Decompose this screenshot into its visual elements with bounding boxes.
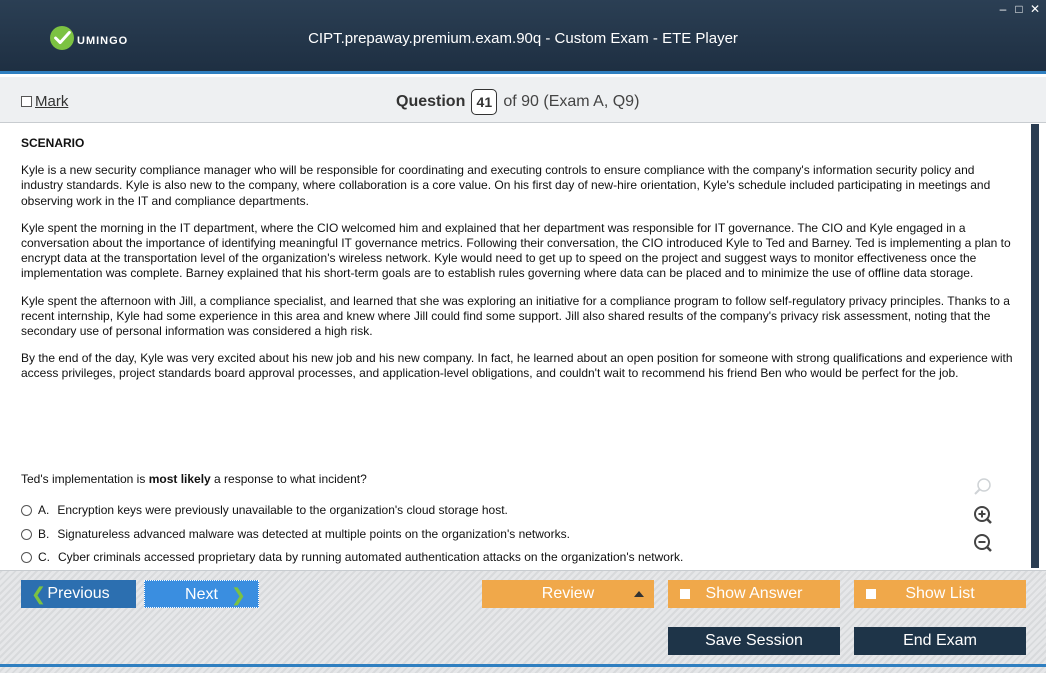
show-list-button[interactable]: [854, 580, 1026, 608]
question-counter: [396, 89, 639, 115]
question-word: Question: [396, 93, 466, 110]
previous-button[interactable]: [21, 580, 136, 608]
window-title: CIPT.prepaway.premium.exam.90q - Custom Exam - ETE Player: [308, 30, 738, 47]
show-answer-label: Show Answer: [705, 585, 803, 602]
scenario-paragraph: By the end of the day, Kyle was very excited about his new job and his new company. In fact, he learned about an open position for someone with strong qualifications and experience with access privileges, project standards board approval processes, and application-level obligations, and couldn't wait to recommend his friend Ben who would be perfect for the job.: [21, 351, 1013, 381]
radio-icon[interactable]: [21, 552, 32, 563]
question-suffix: a response to what incident?: [210, 472, 367, 486]
question-stem: [21, 472, 367, 486]
option-letter: B.: [38, 527, 50, 541]
close-icon[interactable]: ✕: [1030, 2, 1041, 16]
option-text[interactable]: Encryption keys were previously unavailable to the organization's cloud storage host.: [57, 503, 508, 517]
bottom-border: [0, 664, 1046, 667]
end-exam-button[interactable]: End Exam: [854, 627, 1026, 655]
scenario-paragraph: Kyle spent the morning in the IT department, where the CIO welcomed him and explained that her department was responsible for IT governance. The CIO and Kyle engaged in a conversation about the importance of identifying meaningful IT governance metrics. Following their conversation, the CIO introduced Kyle to Ted and Barney. Ted is implementing a plan to encrypt data at the transportation level of the organization's wireless network. Kyle would need to get up to speed on the project and suggest ways to monitor effectiveness once the implementation was complete. Barney explained that his short-term goals are to establish rules governing where data can be placed and to minimize the use of offline data storage.: [21, 220, 1011, 281]
chevron-left-icon: ❮: [31, 584, 47, 604]
option-c[interactable]: [21, 550, 683, 564]
review-label: Review: [541, 585, 595, 602]
show-list-label: Show List: [905, 585, 975, 602]
save-session-button[interactable]: Save Session: [668, 627, 840, 655]
checkbox-icon[interactable]: [21, 96, 32, 107]
next-button[interactable]: [144, 580, 259, 608]
logo-text: UMINGO: [77, 35, 129, 47]
review-button[interactable]: [482, 580, 654, 608]
next-label: Next: [185, 586, 218, 603]
scenario-title: SCENARIO: [21, 136, 85, 150]
zoom-out-icon[interactable]: [972, 532, 994, 554]
chevron-right-icon: ❯: [230, 585, 246, 605]
radio-icon[interactable]: [21, 529, 32, 540]
option-a[interactable]: [21, 503, 508, 517]
mark-checkbox[interactable]: [21, 93, 68, 110]
question-header: [0, 77, 1046, 123]
mark-label[interactable]: Mark: [35, 93, 69, 110]
question-content: [21, 136, 1017, 394]
minimize-icon[interactable]: –: [999, 2, 1007, 16]
checkbox-icon[interactable]: [680, 589, 690, 599]
question-emphasis: most likely: [148, 472, 211, 486]
title-bar: [0, 0, 1046, 74]
option-text[interactable]: Cyber criminals accessed proprietary data by running automated authentication attacks on the organization's network.: [58, 550, 684, 564]
question-number-input[interactable]: 41: [471, 89, 497, 115]
option-text[interactable]: Signatureless advanced malware was detected at multiple points on the organization's networks.: [57, 527, 570, 541]
question-total: of 90 (Exam A, Q9): [503, 93, 640, 110]
show-answer-button[interactable]: [668, 580, 840, 608]
zoom-in-icon[interactable]: [972, 504, 994, 526]
question-prefix: Ted's implementation is: [21, 472, 149, 486]
zoom-tools: [972, 476, 1000, 560]
scenario-paragraph: Kyle is a new security compliance manager who will be responsible for coordinating and executing controls to ensure compliance with the company's information security policy and industry standards. Kyle is also new to the company, where collaboration is a core value. On his first day of new-hire orientation, Kyle's schedule included participating in meetings and observing work in the IT and compliance departments.: [21, 163, 991, 208]
window-controls: [998, 3, 1040, 15]
bottom-toolbar: [0, 570, 1046, 673]
radio-icon[interactable]: [21, 505, 32, 516]
vertical-scrollbar[interactable]: [1031, 124, 1039, 568]
scenario-paragraph: Kyle spent the afternoon with Jill, a compliance specialist, and learned that she was exploring an initiative for a compliance program to follow self-regulatory privacy principles. Thanks to a recent internship, Kyle had some experience in this area and knew where Jill could find some support. Jill also shared results of the company's privacy risk assessment, noting that the secondary use of personal information was considered a high risk.: [21, 293, 1010, 339]
option-letter: A.: [38, 503, 50, 517]
previous-label: Previous: [47, 585, 110, 602]
option-b[interactable]: [21, 527, 570, 541]
maximize-icon[interactable]: □: [1015, 2, 1023, 16]
checkbox-icon[interactable]: [866, 589, 876, 599]
option-letter: C.: [38, 550, 50, 564]
caret-up-icon: [634, 591, 644, 597]
search-icon[interactable]: [972, 476, 994, 498]
